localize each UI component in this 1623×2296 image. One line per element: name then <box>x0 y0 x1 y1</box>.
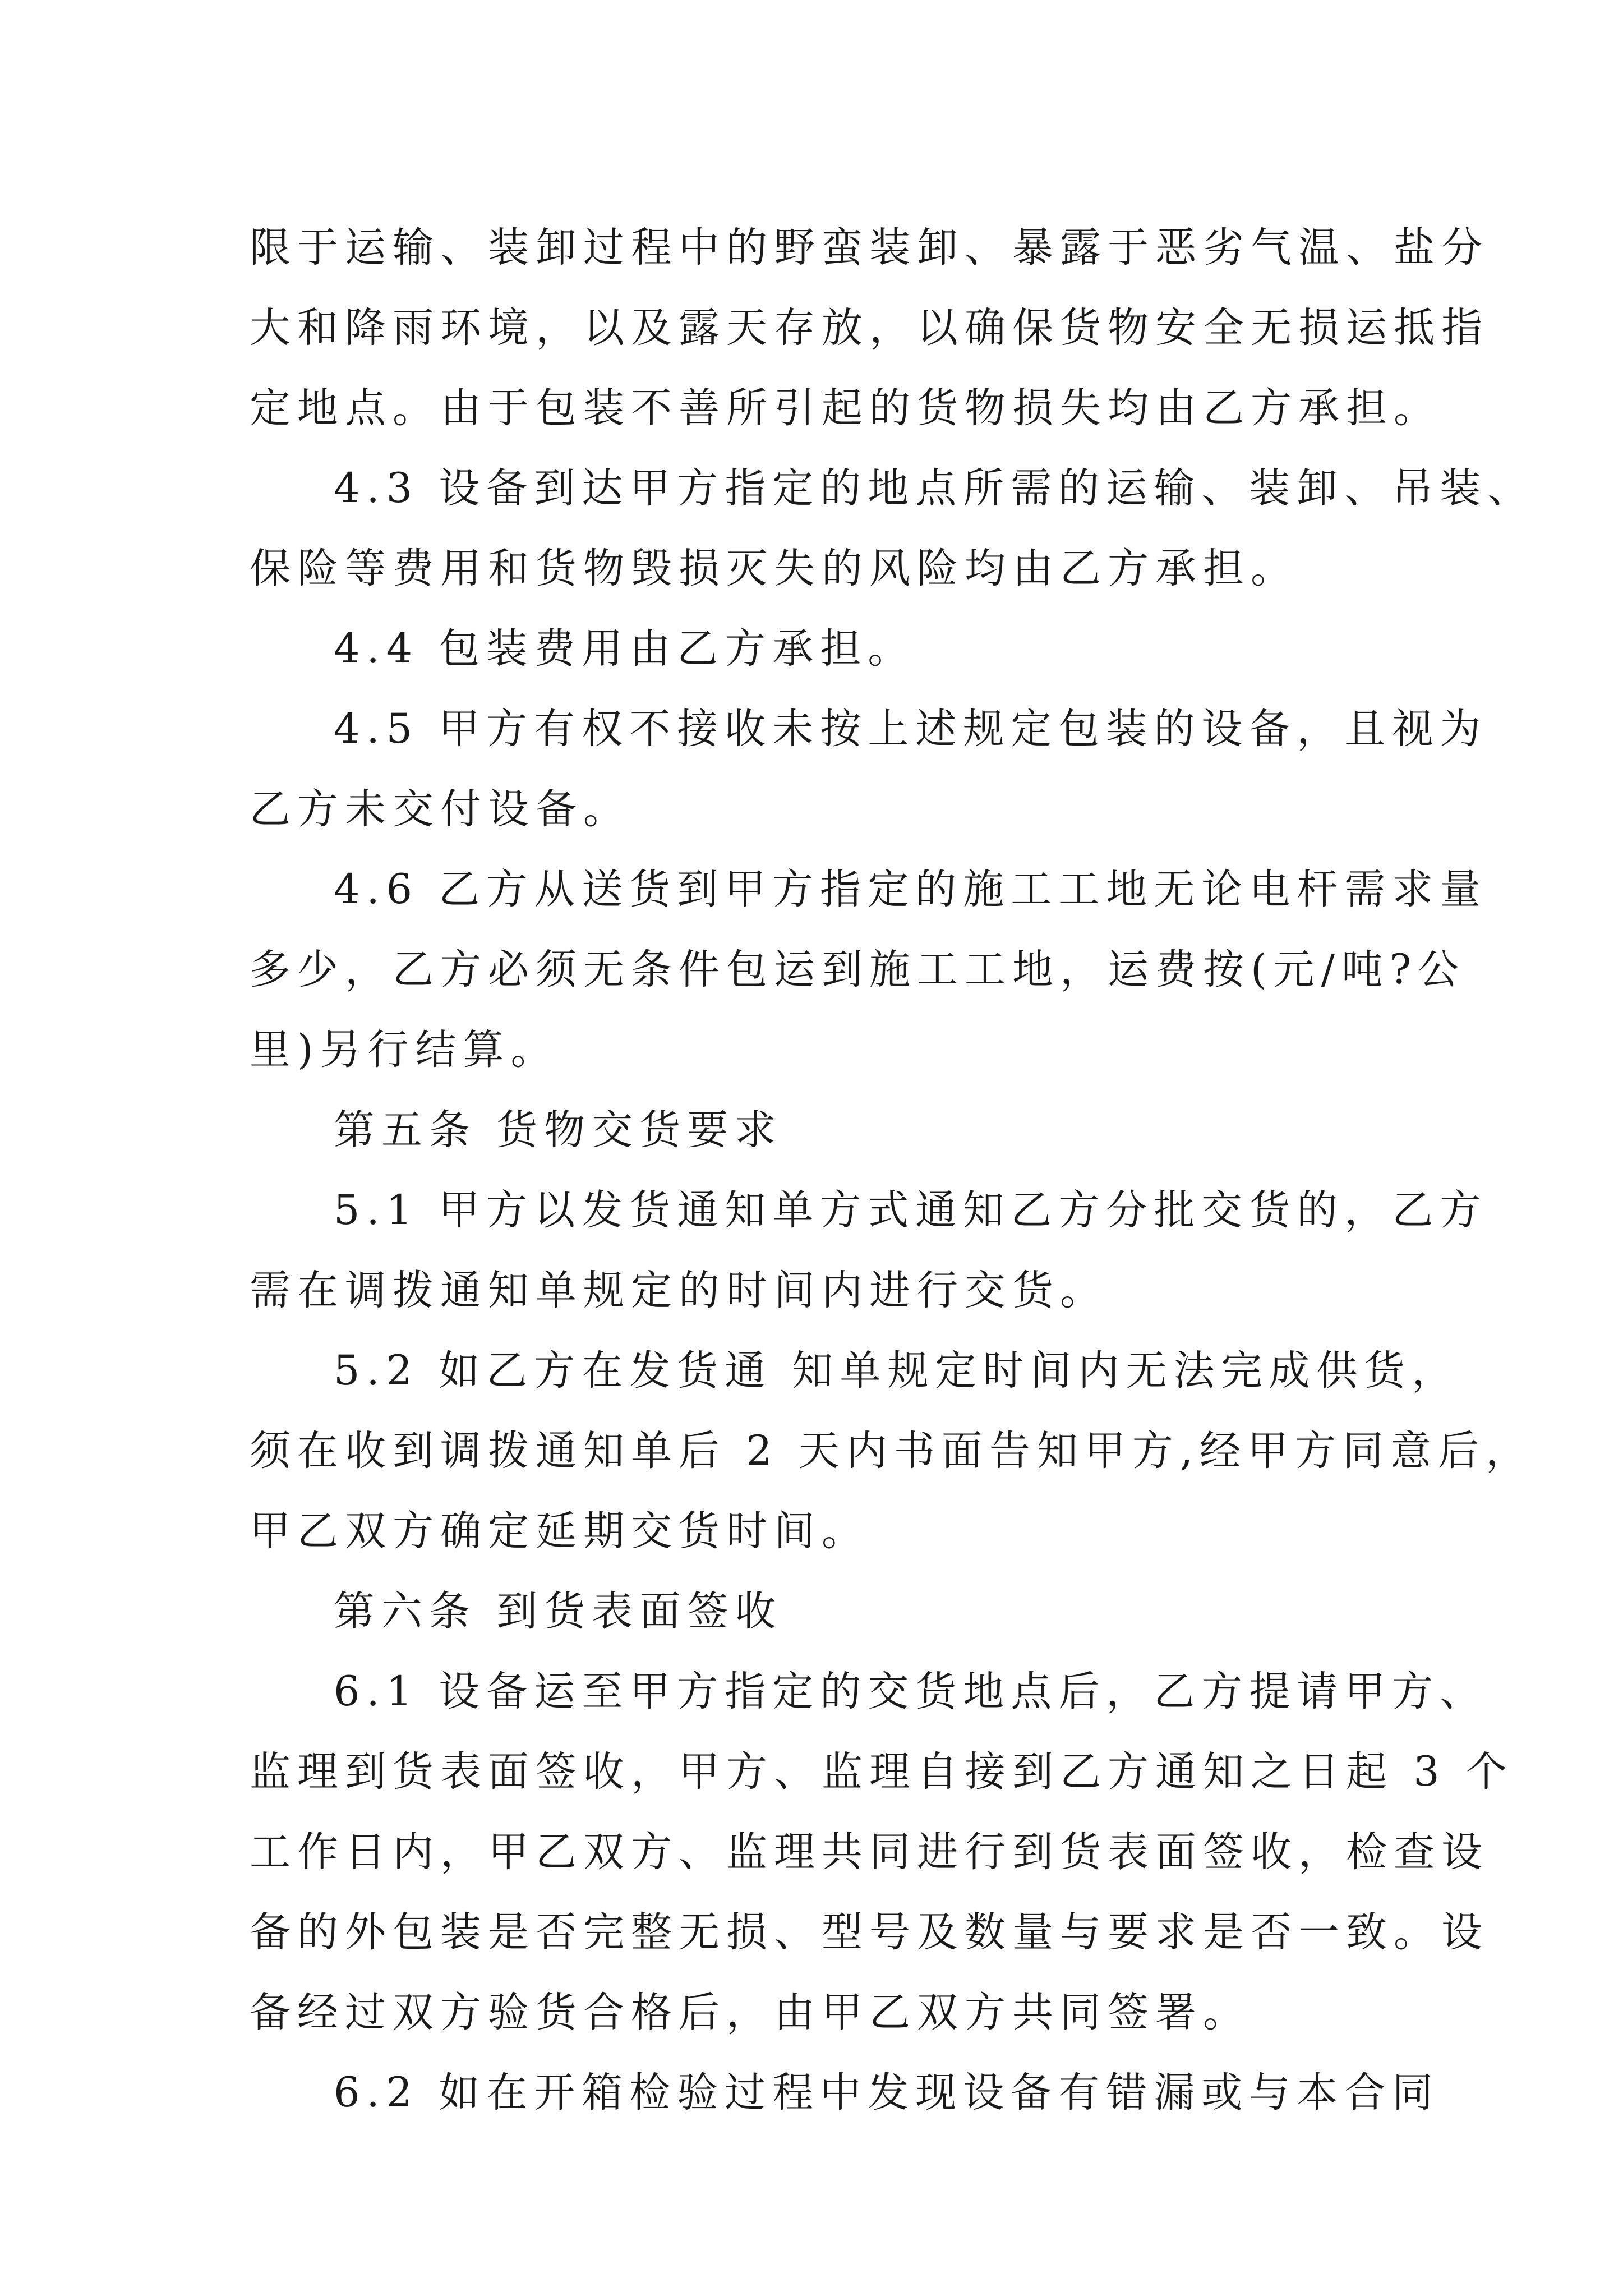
text-line: 备的外包装是否完整无损、型号及数量与要求是否一致。设 <box>250 1908 1489 1956</box>
text-line: 限于运输、装卸过程中的野蛮装卸、暴露于恶劣气温、盐分 <box>250 224 1489 272</box>
article-6-heading: 第六条 到货表面签收 <box>334 1588 783 1635</box>
text-line: 工作日内，甲乙双方、监理共同进行到货表面签收，检查设 <box>250 1828 1489 1876</box>
text-line: 乙方未交付设备。 <box>250 785 631 833</box>
text-line: 多少，乙方必须无条件包运到施工工地，运费按(元/吨?公 <box>250 946 1466 993</box>
text-line: 须在收到调拨通知单后 2 天内书面告知甲方,经甲方同意后， <box>250 1427 1534 1475</box>
clause-6-1: 6.1 设备运至甲方指定的交货地点后，乙方提请甲方、 <box>334 1668 1488 1715</box>
clause-5-1: 5.1 甲方以发货通知单方式通知乙方分批交货的，乙方 <box>334 1186 1488 1234</box>
text-line: 甲乙双方确定延期交货时间。 <box>250 1507 869 1555</box>
clause-4-5: 4.5 甲方有权不接收未按上述规定包装的设备，且视为 <box>334 705 1488 753</box>
text-line: 定地点。由于包装不善所引起的货物损失均由乙方承担。 <box>250 384 1441 432</box>
text-line: 备经过双方验货合格后，由甲乙双方共同签署。 <box>250 1989 1251 2036</box>
document-body <box>250 208 1536 2133</box>
text-line: 需在调拨通知单规定的时间内进行交货。 <box>250 1267 1108 1314</box>
text-line: 保险等费用和货物毁损灭失的风险均由乙方承担。 <box>250 545 1298 592</box>
clause-4-3: 4.3 设备到达甲方指定的地点所需的运输、装卸、吊装、 <box>334 464 1536 512</box>
clause-6-2: 6.2 如在开箱检验过程中发现设备有错漏或与本合同 <box>334 2069 1440 2116</box>
text-line: 里)另行结算。 <box>250 1026 559 1074</box>
clause-5-2: 5.2 如乙方在发货通 知单规定时间内无法完成供货， <box>334 1347 1460 1395</box>
text-line: 大和降雨环境，以及露天存放，以确保货物安全无损运抵指 <box>250 304 1489 352</box>
clause-4-4: 4.4 包装费用由乙方承担。 <box>334 625 916 673</box>
clause-4-6: 4.6 乙方从送货到甲方指定的施工工地无论电杆需求量 <box>334 866 1488 913</box>
text-line: 监理到货表面签收，甲方、监理自接到乙方通知之日起 3 个 <box>250 1748 1514 1796</box>
article-5-heading: 第五条 货物交货要求 <box>334 1106 783 1154</box>
